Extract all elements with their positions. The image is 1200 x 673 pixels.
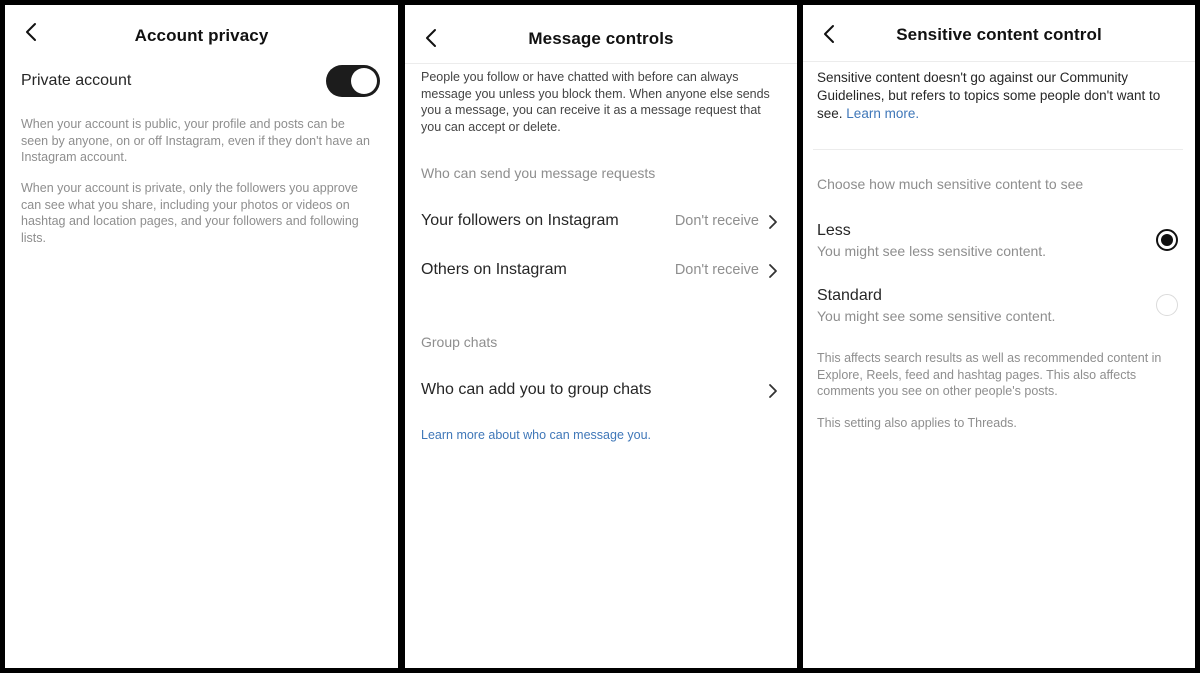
- chevron-right-icon: [767, 383, 779, 399]
- divider: [813, 149, 1183, 150]
- chevron-right-icon: [767, 214, 779, 230]
- row-value: Don't receive: [674, 213, 759, 229]
- followers-message-requests-row[interactable]: [405, 202, 797, 242]
- header: [405, 5, 797, 64]
- option-description: You might see some sensitive content.: [817, 308, 1056, 324]
- sensitive-content-note: This affects search results as well as recommended content in Explore, Reels, feed and hashtag pages. This also affects comments you see on other people's posts.: [817, 351, 1162, 398]
- option-description: You might see less sensitive content.: [817, 243, 1047, 259]
- row-label: Your followers on Instagram: [421, 212, 619, 229]
- private-account-description: When your account is private, only the followers you approve can see what you share, including your photos or videos on hashtag and location pages, and your followers and following lists.: [21, 181, 359, 245]
- page-title: Message controls: [528, 29, 674, 48]
- row-label: Others on Instagram: [421, 261, 567, 278]
- row-value: Don't receive: [674, 262, 759, 278]
- group-chats-section-header: Group chats: [421, 334, 498, 350]
- learn-more-link[interactable]: Learn more about who can message you.: [421, 428, 651, 442]
- toggle-knob: [351, 68, 377, 94]
- chevron-right-icon: [767, 263, 779, 279]
- option-standard[interactable]: [803, 284, 1195, 330]
- option-label: Standard: [817, 287, 882, 304]
- option-less[interactable]: [803, 219, 1195, 265]
- choose-section-header: Choose how much sensitive content to see: [817, 176, 1084, 192]
- header: [803, 5, 1195, 62]
- radio-unselected[interactable]: [1156, 294, 1178, 316]
- others-message-requests-row[interactable]: [405, 251, 797, 291]
- radio-selected[interactable]: [1156, 229, 1178, 251]
- sensitive-content-screen: [803, 5, 1195, 668]
- option-label: Less: [817, 222, 851, 239]
- sensitive-content-intro: [817, 69, 1181, 123]
- threads-note: This setting also applies to Threads.: [817, 416, 1017, 430]
- private-account-label: Private account: [21, 72, 132, 89]
- message-controls-intro: People you follow or have chatted with before can always message you unless you block them. When anyone else sends you a message, you can receive it as a message request that you can accept or delete.: [421, 70, 770, 134]
- account-privacy-screen: [5, 5, 398, 668]
- public-account-description: When your account is public, your profile and posts can be seen by anyone, on or off Instagram, even if they don't have an Instagram account.: [21, 117, 370, 164]
- intro-text: Sensitive content doesn't go against our Community Guidelines, but refers to topics some people don't want to see.: [817, 70, 1161, 121]
- group-chats-row[interactable]: [405, 371, 797, 411]
- page-title: Account privacy: [134, 26, 269, 45]
- header: [5, 5, 398, 63]
- row-label: Who can add you to group chats: [421, 381, 652, 398]
- page-title: Sensitive content control: [896, 25, 1102, 44]
- learn-more-link[interactable]: Learn more.: [846, 106, 920, 121]
- message-requests-section-header: Who can send you message requests: [421, 165, 656, 181]
- message-controls-screen: [405, 5, 797, 668]
- private-account-toggle[interactable]: [326, 65, 380, 97]
